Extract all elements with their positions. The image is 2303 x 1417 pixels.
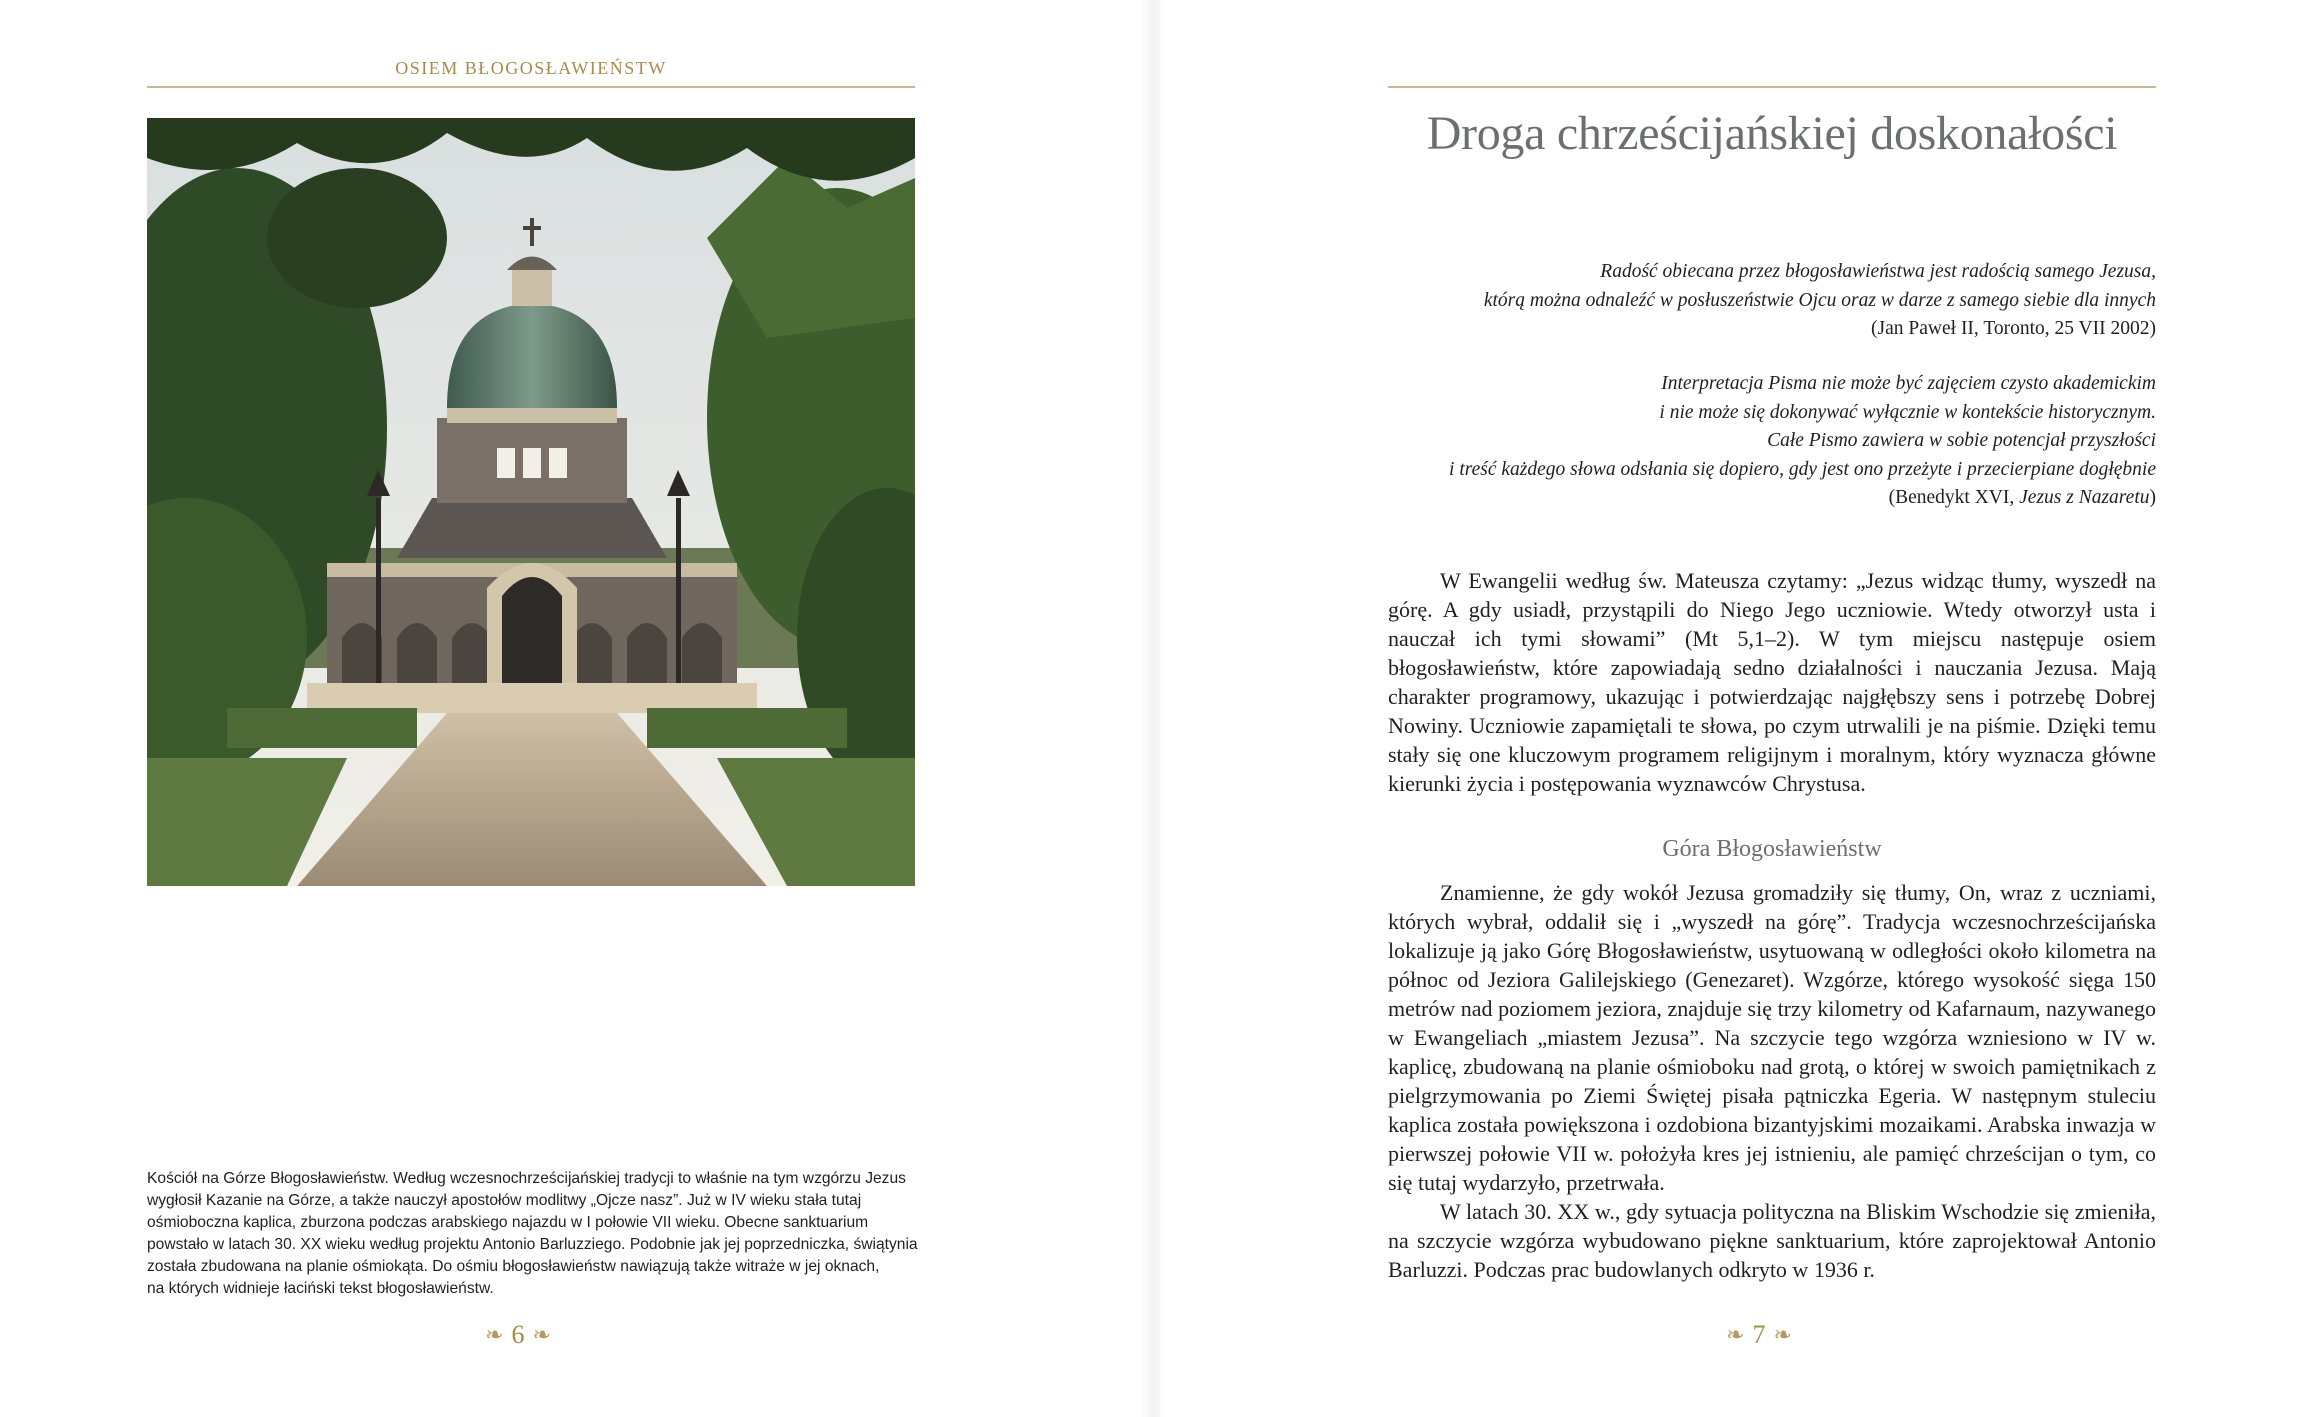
paragraph: W Ewangelii według św. Mateusza czytamy: „Jezus widząc tłumy, wyszedł na górę. A gdy usiadł, przystąpili do Niego Jego uczniowie. Wtedy otworzył usta i nauczał ich tymi słowami” (Mt 5,1–2). W tym miejscu następuje osiem błogosławieństw, które zapowiadają sedno działalności i nauczania Jezusa. Mają charakter programowy, ukazując i potwierdzając najgłębszy sens i potrzebę Dobrej Nowiny. Uczniowie zapamiętali te słowa, po czym utrwalili je na piśmie. Dzięki temu stały się one kluczowym programem religijnym i moralnym, który wyznacza główne kierunki życia i postępowania wyznawców Chrystusa. (1388, 568, 2156, 796)
epigraph-source: (Jan Paweł II, Toronto, 25 VII 2002) (1871, 318, 2156, 339)
header-rule (1388, 86, 2156, 88)
ornament-icon: ❧ (532, 1322, 551, 1347)
ornament-icon: ❧ (1726, 1322, 1745, 1347)
page-number: 6 (511, 1320, 525, 1349)
epigraph-line: Interpretacja Pisma nie może być zajęciem czysto akademickim (1661, 373, 2156, 394)
section-heading: Góra Błogosławieństw (1662, 836, 1882, 862)
running-head: OSIEM BŁOGOSŁAWIEŃSTW (395, 58, 667, 78)
caption-line: Kościół na Górze Błogosławieństw. Według wczesnochrześcijańskiej tradycji to właśnie na tym wzgórzu Jezus (147, 1170, 906, 1187)
book-gutter (1140, 0, 1166, 1417)
body-section-1 (1388, 566, 2156, 798)
chapter-title: Droga chrześcijańskiej doskonałości (1426, 107, 2118, 160)
paragraph: W latach 30. XX w., gdy sytuacja polityczna na Bliskim Wschodzie się zmieniła, na szczycie wzgórza wybudowano piękne sanktuarium, które zaprojektował Antonio Barluzzi. Podczas prac budowlanych odkryto w 1936 r. (1388, 1199, 2156, 1282)
header-rule (147, 86, 915, 88)
epigraph-line: którą można odnaleźć w posłuszeństwie Ojcu oraz w darze z samego siebie dla innych (1483, 289, 2156, 311)
photo-caption (147, 1168, 922, 1300)
epigraph-source (1388, 484, 2156, 513)
ornament-icon: ❧ (485, 1322, 504, 1347)
epigraph-line: i treść każdego słowa odsłania się dopiero, gdy jest ono przeżyte i przecierpiane dogłębnie (1449, 458, 2156, 480)
caption-line: powstało w latach 30. XX wieku według projektu Antonio Barluzziego. Podobnie jak jej poprzedniczka, świątynia (147, 1236, 918, 1253)
caption-line: wygłosił Kazanie na Górze, a także nauczył apostołów modlitwy „Ojcze nasz”. Już w IV wieku stała tutaj (147, 1192, 862, 1209)
paragraph: Znamienne, że gdy wokół Jezusa gromadziły się tłumy, On, wraz z uczniami, których wybrał, oddalił się i „wyszedł na górę”. Tradycja wczesnochrześcijańska lokalizuje ją jako Górę Błogosławieństw, usytuowaną w odległości około kilometra na północ od Jeziora Galilejskiego (Genezaret). Wzgórze, którego wysokość sięga 150 metrów nad poziomem jeziora, znajduje się trzy kilometry od Kafarnaum, nazywanego w Ewangeliach „miastem Jezusa”. Na szczycie tego wzgórza wzniesiono w IV w. kaplicę, zbudowaną na planie ośmioboku nad grotą, o której w swoich pamiętnikach z pielgrzymowania po Ziemi Świętej pisała pątniczka Egeria. W następnym stuleciu kaplica została powiększona i ozdobiona bizantyjskimi mozaikami. Arabska inwazja w pierwszej połowie VII w. położyła kres jej istnieniu, ale pamięć chrześcijan o tym, co się tutaj wydarzyło, przetrwała. (1388, 880, 2156, 1195)
epigraph-source-prefix: (Benedykt XVI, (1888, 487, 2020, 508)
left-page (0, 0, 1150, 1417)
epigraph-line: i nie może się dokonywać wyłącznie w kontekście historycznym. (1659, 401, 2156, 423)
epigraph-source-title: Jezus z Nazaretu (2019, 487, 2150, 508)
page-number-right (1726, 1320, 1792, 1350)
body-section-2 (1388, 878, 2156, 1284)
church-photo (147, 118, 915, 886)
caption-line: na których widnieje łaciński tekst błogosławieństw. (147, 1280, 494, 1297)
epigraph-1 (1388, 258, 2156, 344)
caption-line: została zbudowana na planie ośmiokąta. Do ośmiu błogosławieństw nawiązują także witraże w jej oknach, (147, 1258, 880, 1275)
page-number: 7 (1752, 1320, 1766, 1349)
epigraph-line: Całe Pismo zawiera w sobie potencjał przyszłości (1767, 430, 2156, 451)
caption-line: ośmioboczna kaplica, zburzona podczas arabskiego najazdu w I połowie VII wieku. Obecne sanktuarium (147, 1214, 869, 1231)
epigraph-line: Radość obiecana przez błogosławieństwa jest radością samego Jezusa, (1600, 261, 2156, 282)
epigraph-2 (1388, 370, 2156, 513)
page-number-left (485, 1320, 551, 1350)
ornament-icon: ❧ (1773, 1322, 1792, 1347)
epigraph-source-suffix: ) (2149, 487, 2156, 508)
